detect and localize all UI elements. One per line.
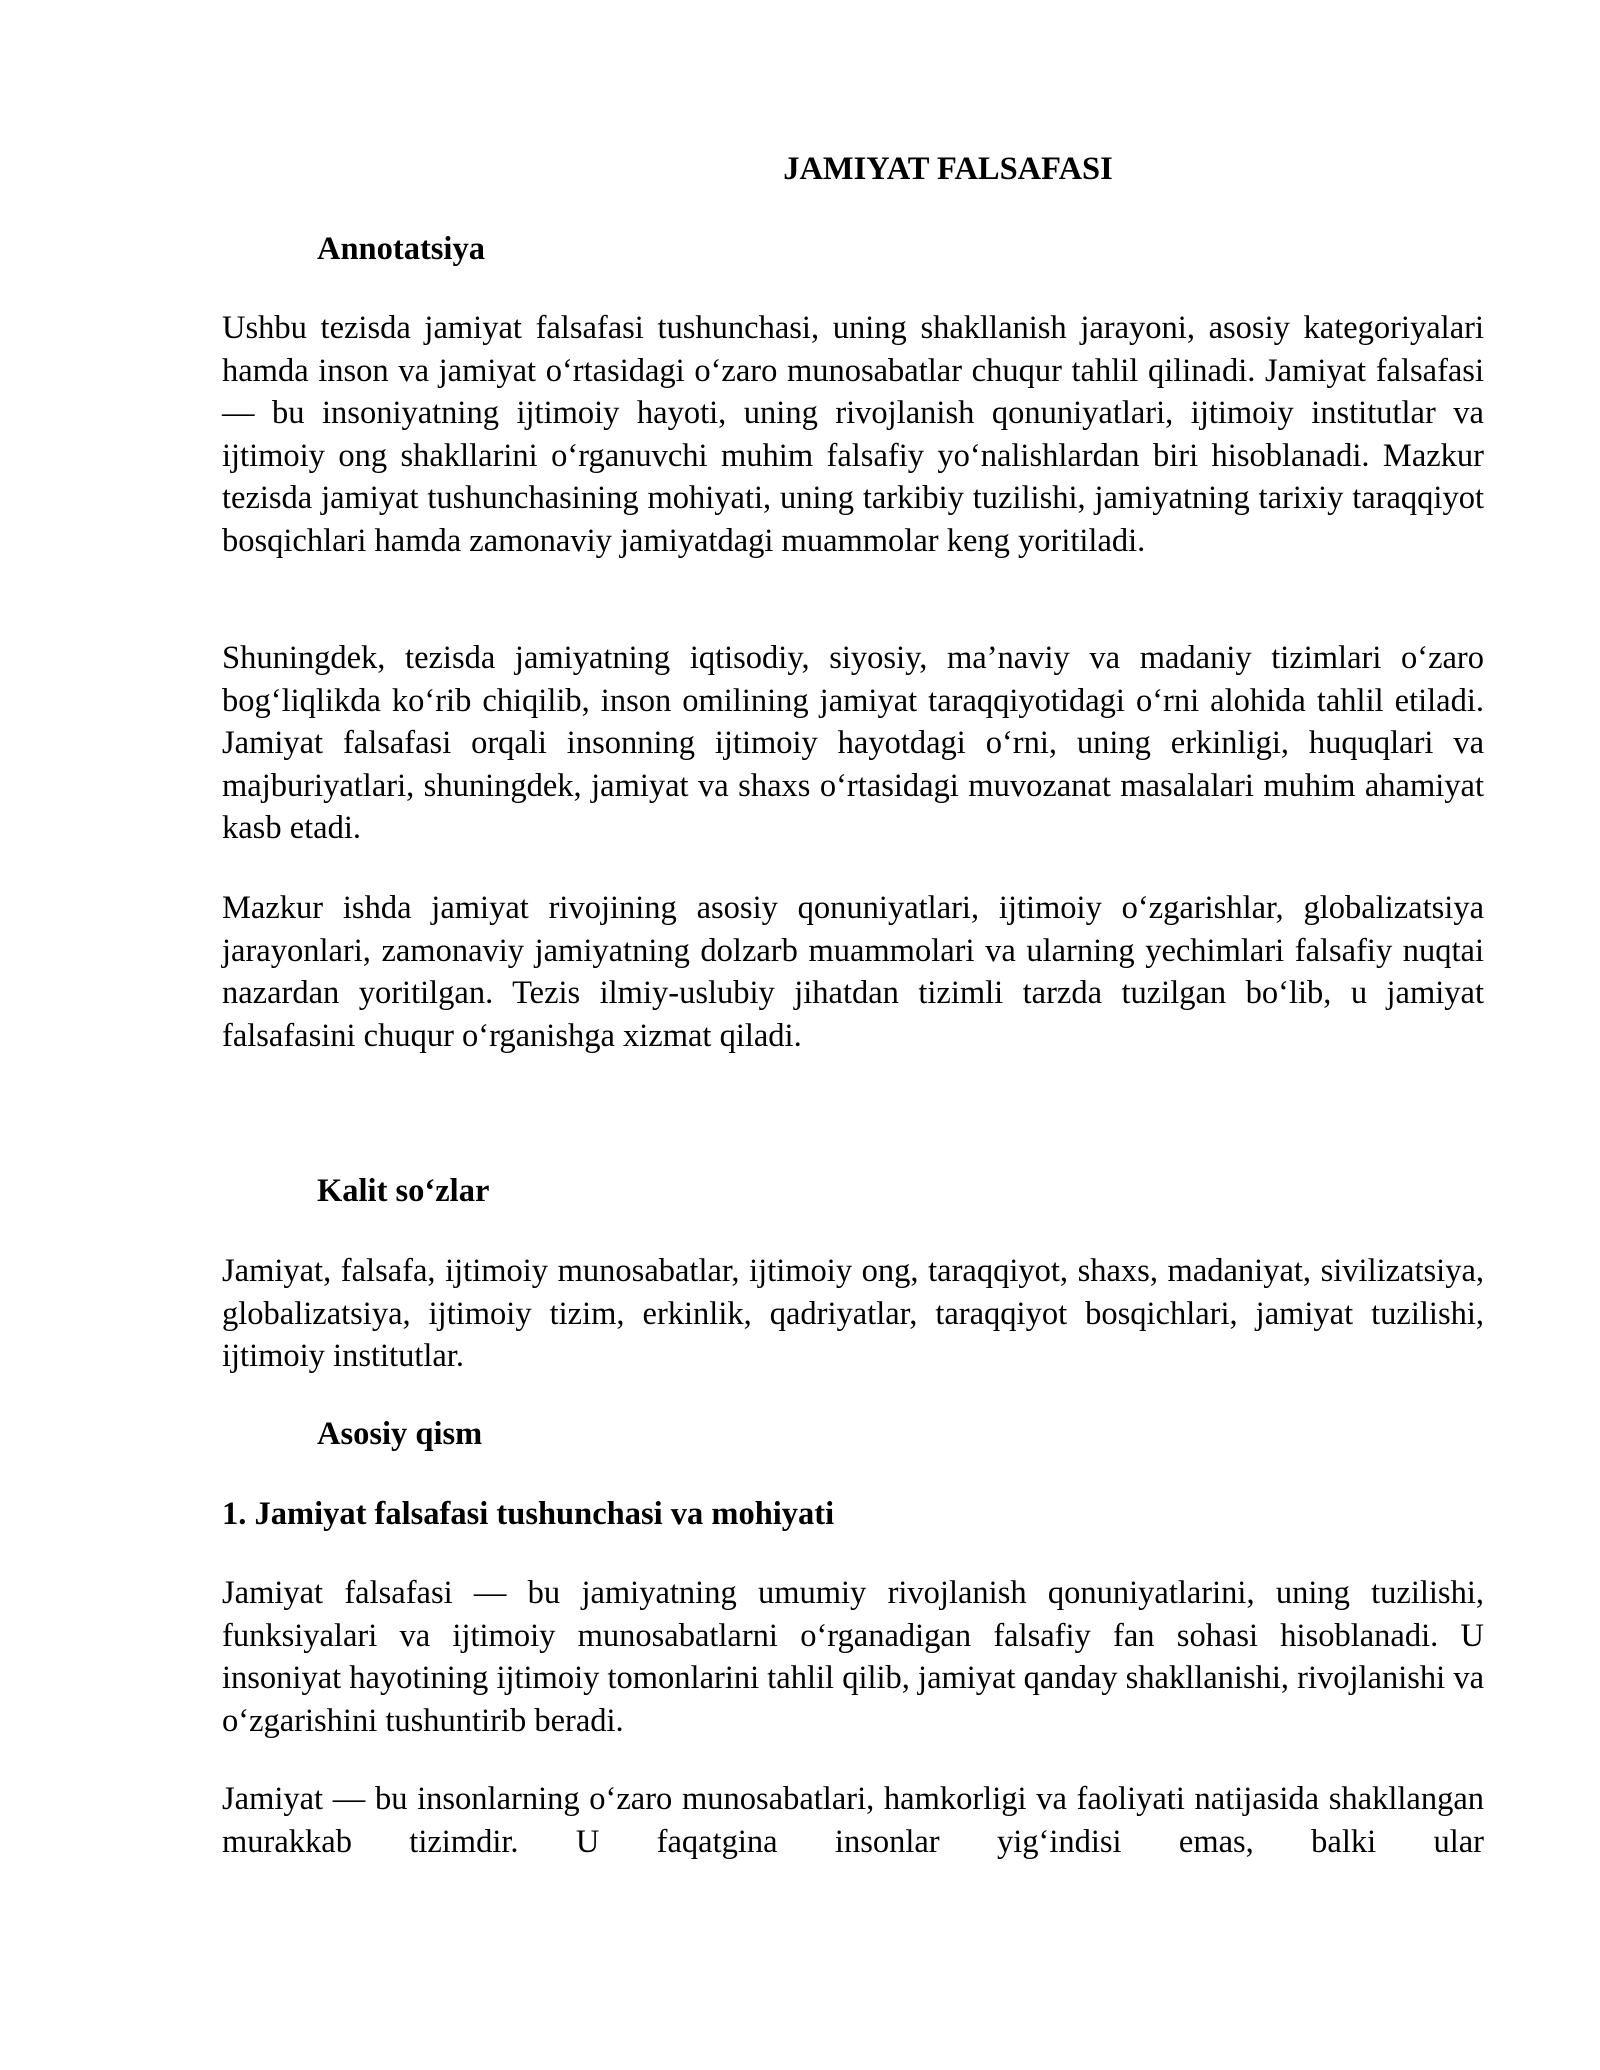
keywords-text: Jamiyat, falsafa, ijtimoiy munosabatlar, ijtimoiy ong, taraqqiyot, shaxs, madaniyat, sivilizatsiya, globalizatsiya, ijtimoiy tizim, erkinlik, qadriyatlar, taraqqiyot bosqichlari, jamiyat tuzilishi, ijtimoiy institutlar. <box>222 1253 1484 1374</box>
annotation-paragraph-1: Ushbu tezisda jamiyat falsafasi tushunchasi, uning shakllanish jarayoni, asosiy kategoriyalari hamda inson va jamiyat o‘rtasidagi o‘zaro munosabatlar chuqur tahlil qilinadi. Jamiyat falsafasi — bu insoniyatning ijtimoiy hayoti, uning rivojlanish qonuniyatlari, ijtimoiy institutlar va ijtimoiy ong shakllarini o‘rganuvchi muhim falsafiy yo‘nalishlardan biri hisoblanadi. Mazkur tezisda jamiyat tushunchasining mohiyati, uning tarkibiy tuzilishi, jamiyatning tarixiy taraqqiyot bosqichlari hamda zamonaviy jamiyatdagi muammolar keng yoritiladi. <box>222 310 1484 559</box>
section-1-paragraph-2: Jamiyat — bu insonlarning o‘zaro munosabatlari, hamkorligi va faoliyati natijasida shakllangan murakkab tizimdir. U faqatgina insonlar yig‘indisi emas, balki ular <box>222 1781 1484 1860</box>
keywords-heading: Kalit so‘zlar <box>317 1173 490 1209</box>
section-1-paragraph-1: Jamiyat falsafasi — bu jamiyatning umumiy rivojlanish qonuniyatlarini, uning tuzilishi, funksiyalari va ijtimoiy munosabatlarni o‘rganadigan falsafiy fan sohasi hisoblanadi. U insoniyat hayotining ijtimoiy tomonlarini tahlil qilib, jamiyat qanday shakllanishi, rivojlanishi va o‘zgarishini tushuntirib beradi. <box>222 1575 1484 1739</box>
main-section-heading: Asosiy qism <box>317 1416 483 1452</box>
document-title: JAMIYAT FALSAFASI <box>783 151 1113 187</box>
annotation-paragraph-3: Mazkur ishda jamiyat rivojining asosiy qonuniyatlari, ijtimoiy o‘zgarishlar, globalizatsiya jarayonlari, zamonaviy jamiyatning dolzarb muammolari va ularning yechimlari falsafiy nuqtai nazardan yoritilgan. Tezis ilmiy-uslubiy jihatdan tizimli tarzda tuzilgan bo‘lib, u jamiyat falsafasini chuqur o‘rganishga xizmat qiladi. <box>222 890 1484 1054</box>
annotation-heading: Annotatsiya <box>317 231 485 267</box>
section-1-heading: 1. Jamiyat falsafasi tushunchasi va mohiyati <box>222 1496 835 1532</box>
annotation-paragraph-2: Shuningdek, tezisda jamiyatning iqtisodiy, siyosiy, ma’naviy va madaniy tizimlari o‘zaro bog‘liqlikda ko‘rib chiqilib, inson omilining jamiyat taraqqiyotidagi o‘rni alohida tahlil etiladi. Jamiyat falsafasi orqali insonning ijtimoiy hayotdagi o‘rni, uning erkinligi, huquqlari va majburiyatlari, shuningdek, jamiyat va shaxs o‘rtasidagi muvozanat masalalari muhim ahamiyat kasb etadi. <box>222 640 1484 846</box>
